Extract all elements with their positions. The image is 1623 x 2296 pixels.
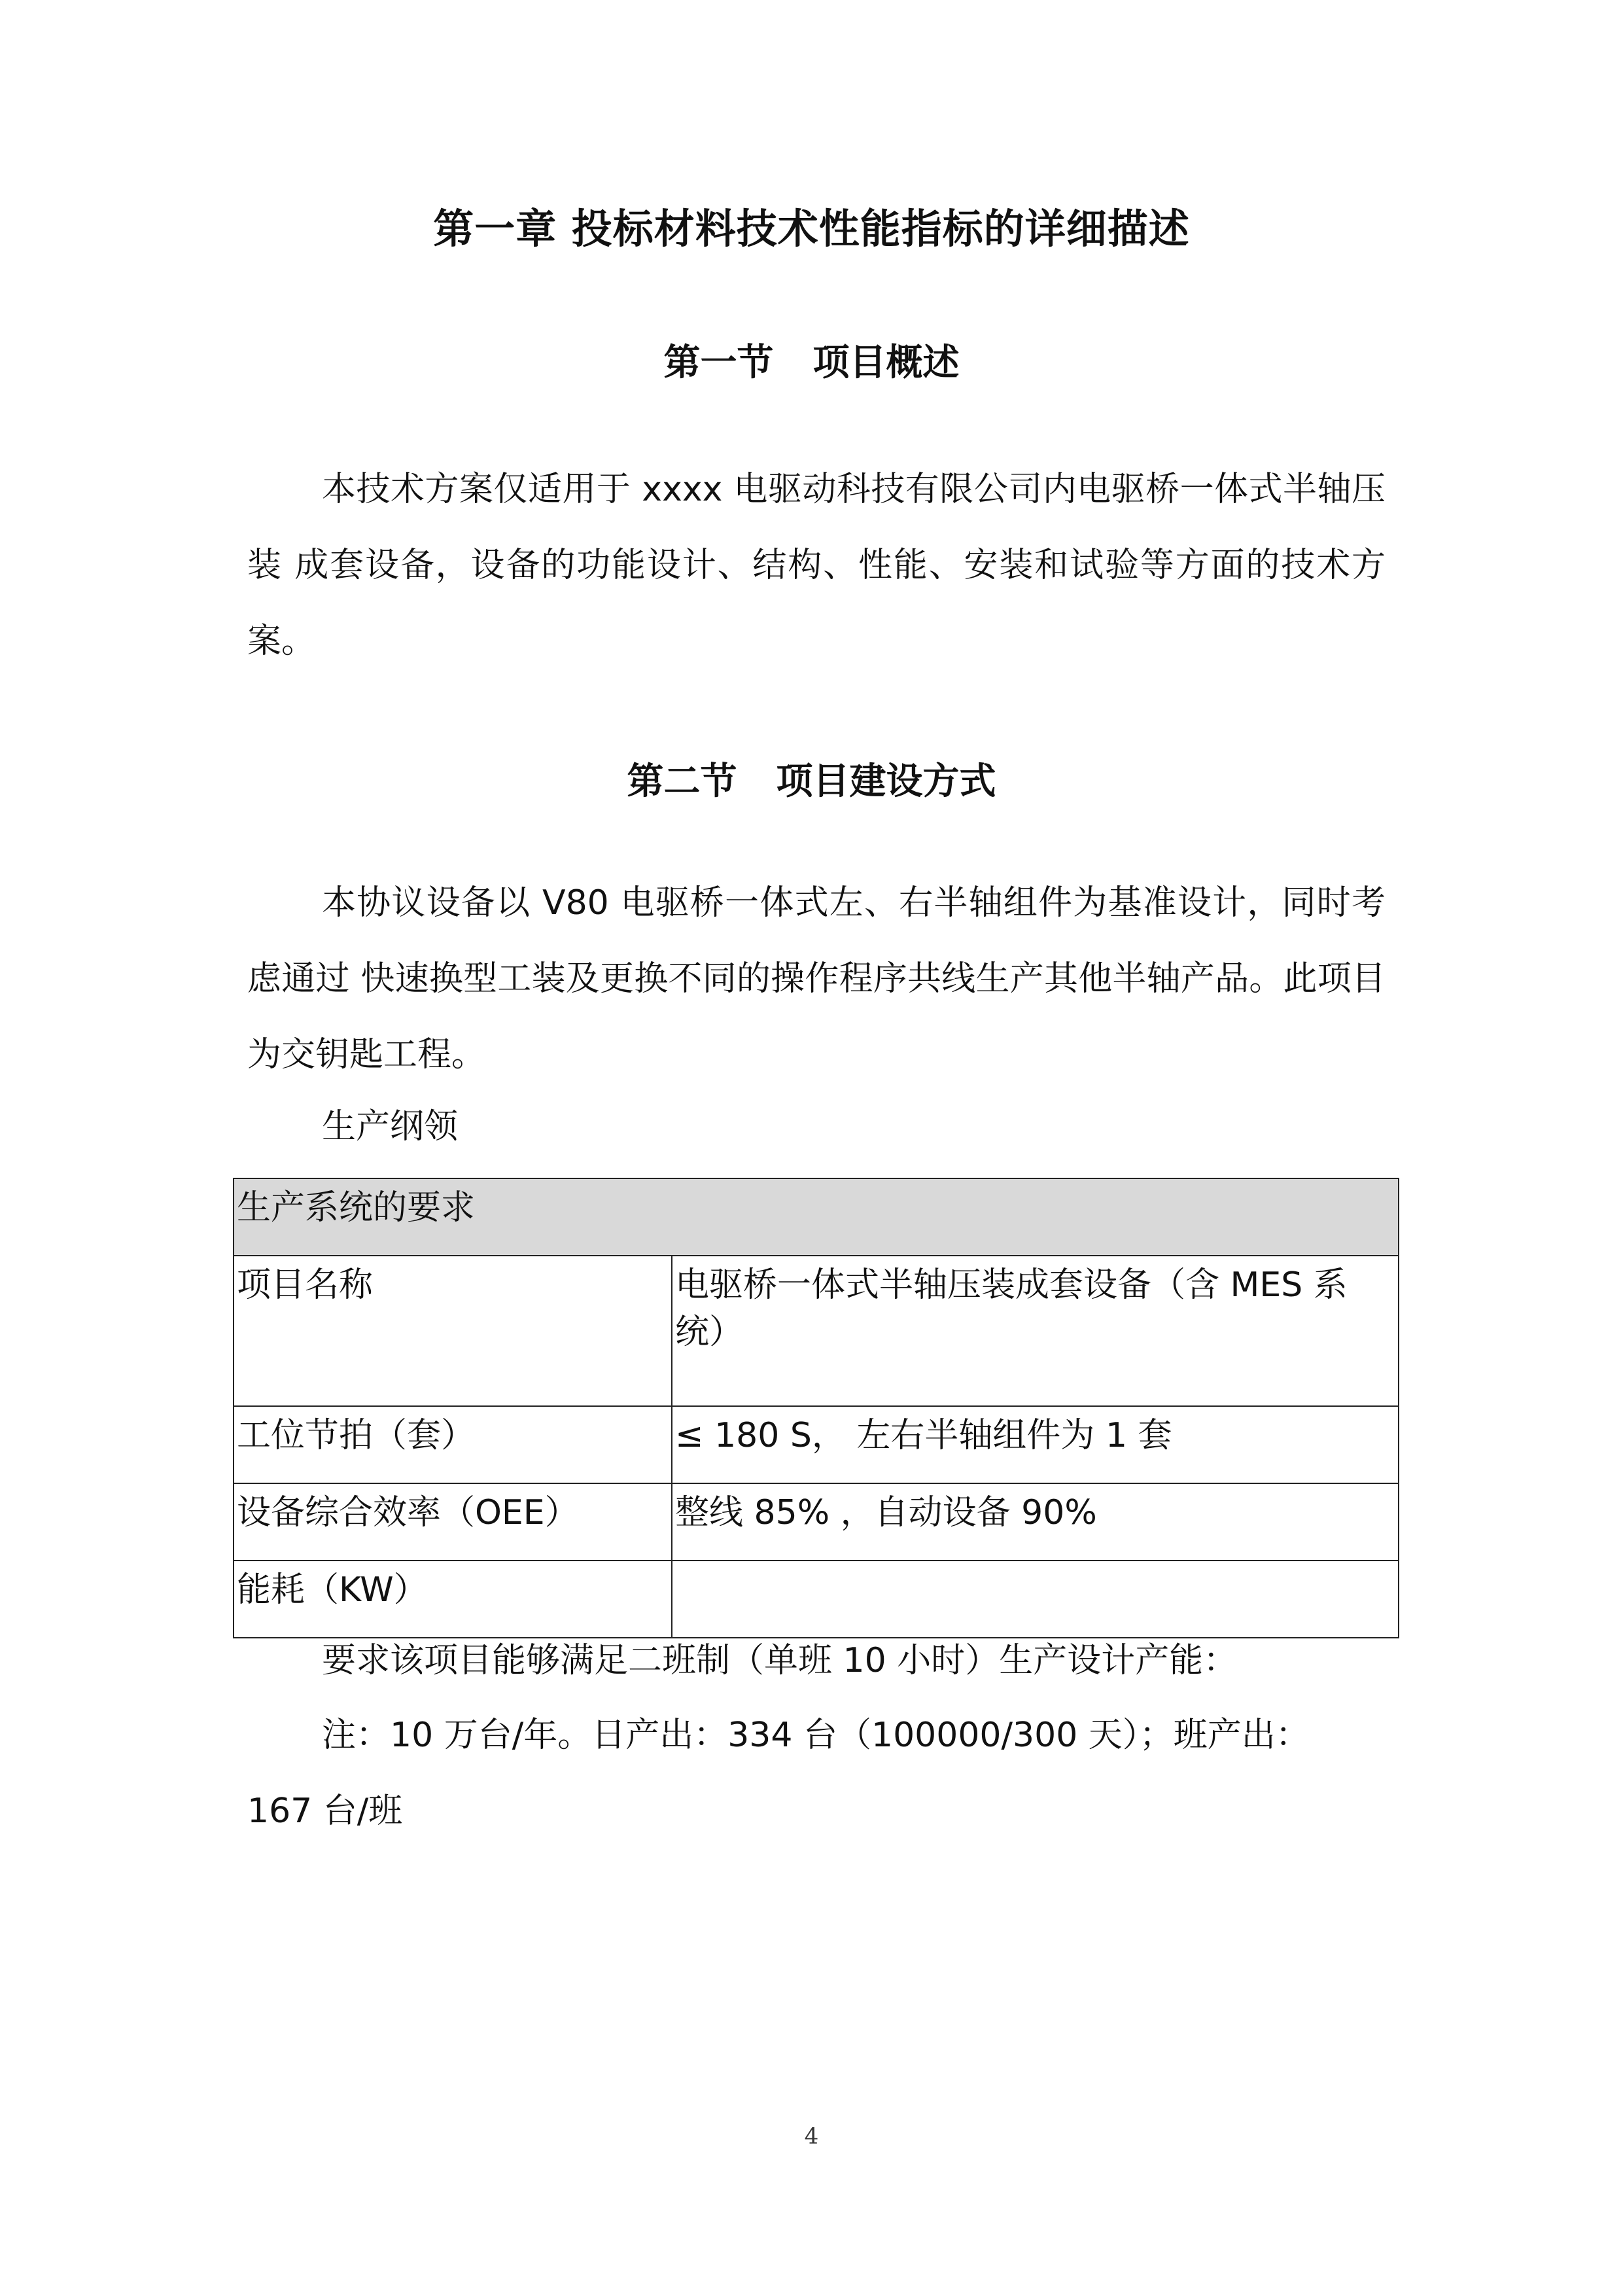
section-1-number: 第一节 (663, 342, 774, 384)
table-header-row (234, 1178, 1399, 1256)
production-requirements-table (233, 1178, 1399, 1638)
table-row (234, 1483, 1399, 1561)
row-label: 工位节拍（套） (234, 1406, 672, 1483)
section-2-paragraph: 本协议设备以 V80 电驱桥一体式左、右半轴组件为基准设计，同时考虑通过 快速换型工装及更换不同的操作程序共线生产其他半轴产品。此项目为交钥匙工程。 (247, 883, 1386, 1074)
section-1-title (0, 334, 1623, 386)
row-value: 整线 85% ，自动设备 90% (672, 1483, 1399, 1561)
note-line-2: 167 台/班 (247, 1792, 403, 1831)
page-number: 4 (804, 2123, 819, 2149)
row-label: 项目名称 (234, 1256, 672, 1406)
row-value: 电驱桥一体式半轴压装成套设备（含 MES 系统） (672, 1256, 1399, 1406)
section-1-paragraph: 本技术方案仅适用于 xxxx 电驱动科技有限公司内电驱桥一体式半轴压装 成套设备，设备的功能设计、结构、性能、安装和试验等方面的技术方案。 (247, 470, 1386, 661)
table-caption: 生产纲领 (322, 1107, 459, 1146)
table-header: 生产系统的要求 (234, 1178, 1399, 1256)
section-2-title (0, 752, 1623, 805)
table-row (234, 1406, 1399, 1483)
section-2-number: 第二节 (627, 760, 737, 803)
row-label: 能耗（KW） (234, 1561, 672, 1638)
table-row (234, 1561, 1399, 1638)
note-line-1: 注：10 万台/年。日产出：334 台（100000/300 天）；班产出： (322, 1716, 1310, 1755)
chapter-title: 第一章 投标材料技术性能指标的详细描述 (433, 205, 1190, 253)
row-value (672, 1561, 1399, 1638)
row-label: 设备综合效率（OEE） (234, 1483, 672, 1561)
table-row (234, 1256, 1399, 1406)
section-2-name: 项目建设方式 (776, 760, 996, 803)
requirement-text: 要求该项目能够满足二班制（单班 10 小时）生产设计产能： (322, 1641, 1238, 1680)
section-1-name: 项目概述 (812, 342, 960, 384)
row-value: ≤ 180 S， 左右半轴组件为 1 套 (672, 1406, 1399, 1483)
